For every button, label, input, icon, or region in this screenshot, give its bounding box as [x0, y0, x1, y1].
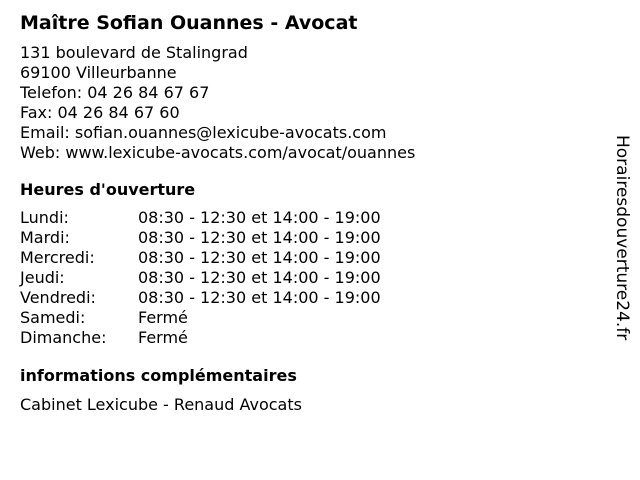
hours-row-thursday: [20, 268, 600, 288]
day-hours: 08:30 - 12:30 et 14:00 - 19:00: [138, 208, 381, 227]
address-city: 69100 Villeurbanne: [20, 63, 177, 82]
day-label: Samedi:: [20, 308, 86, 327]
hours-table: [20, 208, 600, 348]
page-title: Maître Sofian Ouannes - Avocat: [20, 12, 358, 34]
hours-row-wednesday: [20, 248, 600, 268]
hours-heading: Heures d'ouverture: [20, 180, 196, 199]
day-hours: 08:30 - 12:30 et 14:00 - 19:00: [138, 268, 381, 287]
phone-number: Telefon: 04 26 84 67 67: [20, 83, 210, 102]
day-hours: 08:30 - 12:30 et 14:00 - 19:00: [138, 288, 381, 307]
day-label: Mardi:: [20, 228, 70, 247]
day-label: Lundi:: [20, 208, 69, 227]
info-heading: informations complémentaires: [20, 366, 297, 385]
day-label: Vendredi:: [20, 288, 96, 307]
day-label: Jeudi:: [20, 268, 65, 287]
business-card: [20, 12, 600, 415]
address-street: 131 boulevard de Stalingrad: [20, 43, 248, 62]
info-text: Cabinet Lexicube - Renaud Avocats: [20, 395, 302, 414]
site-brand-vertical: Horairesdouverture24.fr: [612, 135, 632, 341]
fax-number: Fax: 04 26 84 67 60: [20, 103, 180, 122]
day-hours: 08:30 - 12:30 et 14:00 - 19:00: [138, 228, 381, 247]
day-hours: Fermé: [138, 328, 188, 347]
day-label: Mercredi:: [20, 248, 95, 267]
hours-row-friday: [20, 288, 600, 308]
day-hours: 08:30 - 12:30 et 14:00 - 19:00: [138, 248, 381, 267]
hours-row-sunday: [20, 328, 600, 348]
website-url: Web: www.lexicube-avocats.com/avocat/ouannes: [20, 143, 416, 162]
hours-row-tuesday: [20, 228, 600, 248]
day-label: Dimanche:: [20, 328, 107, 347]
email-address: Email: sofian.ouannes@lexicube-avocats.com: [20, 123, 387, 142]
hours-row-monday: [20, 208, 600, 228]
hours-row-saturday: [20, 308, 600, 328]
day-hours: Fermé: [138, 308, 188, 327]
